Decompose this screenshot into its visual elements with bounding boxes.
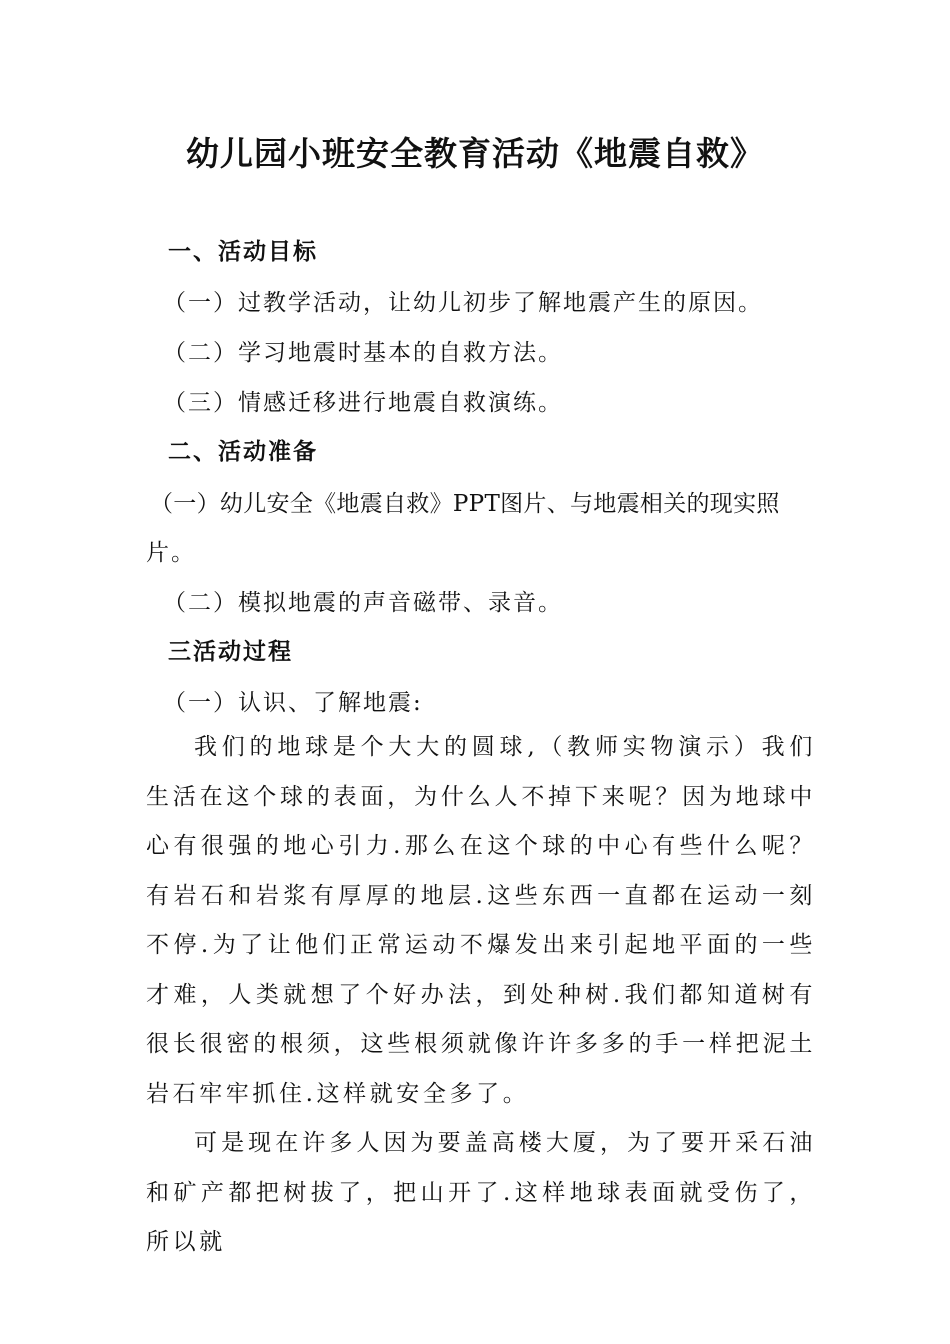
preparation-item-1-line-1: （一）幼儿安全《地震自救》PPT图片、与地震相关的现实照 bbox=[150, 491, 780, 517]
preparation-item-1-line-2: 片。 bbox=[146, 540, 196, 566]
section-heading-process: 三活动过程 bbox=[168, 639, 293, 665]
body-paragraph-1: 我们的地球是个大大的圆球,（教师实物演示）我们生活在这个球的表面，为什么人不掉下来呢？因为地球中心有很强的地心引力.那么在这个球的中心有些什么呢？有岩石和岩浆有厚厚的地层.这些东西一直都在运动一刻不停.为了让他们正常运动不爆发出来引起地平面的一些才难，人类就想了个好办法，到处种树.我们都知道树有很长很密的根须，这些根须就像许许多多的手一样把泥土岩石牢牢抓住.这样就安全多了。 bbox=[146, 734, 816, 1107]
process-sub-heading-1: （一）认识、了解地震: bbox=[163, 690, 423, 716]
goal-item-2: （二）学习地震时基本的自救方法。 bbox=[163, 340, 563, 366]
preparation-item-2: （二）模拟地震的声音磁带、录音。 bbox=[163, 590, 563, 616]
section-heading-preparation: 二、活动准备 bbox=[168, 439, 318, 465]
document-title: 幼儿园小班安全教育活动《地震自救》 bbox=[186, 134, 764, 173]
goal-item-3: （三）情感迁移进行地震自救演练。 bbox=[163, 390, 563, 416]
goal-item-1: （一）过教学活动，让幼儿初步了解地震产生的原因。 bbox=[163, 290, 763, 316]
section-heading-goals: 一、活动目标 bbox=[168, 239, 318, 265]
body-paragraph-2: 可是现在许多人因为要盖高楼大厦，为了要开采石油和矿产都把树拔了，把山开了.这样地球表面就受伤了，所以就 bbox=[146, 1130, 816, 1255]
